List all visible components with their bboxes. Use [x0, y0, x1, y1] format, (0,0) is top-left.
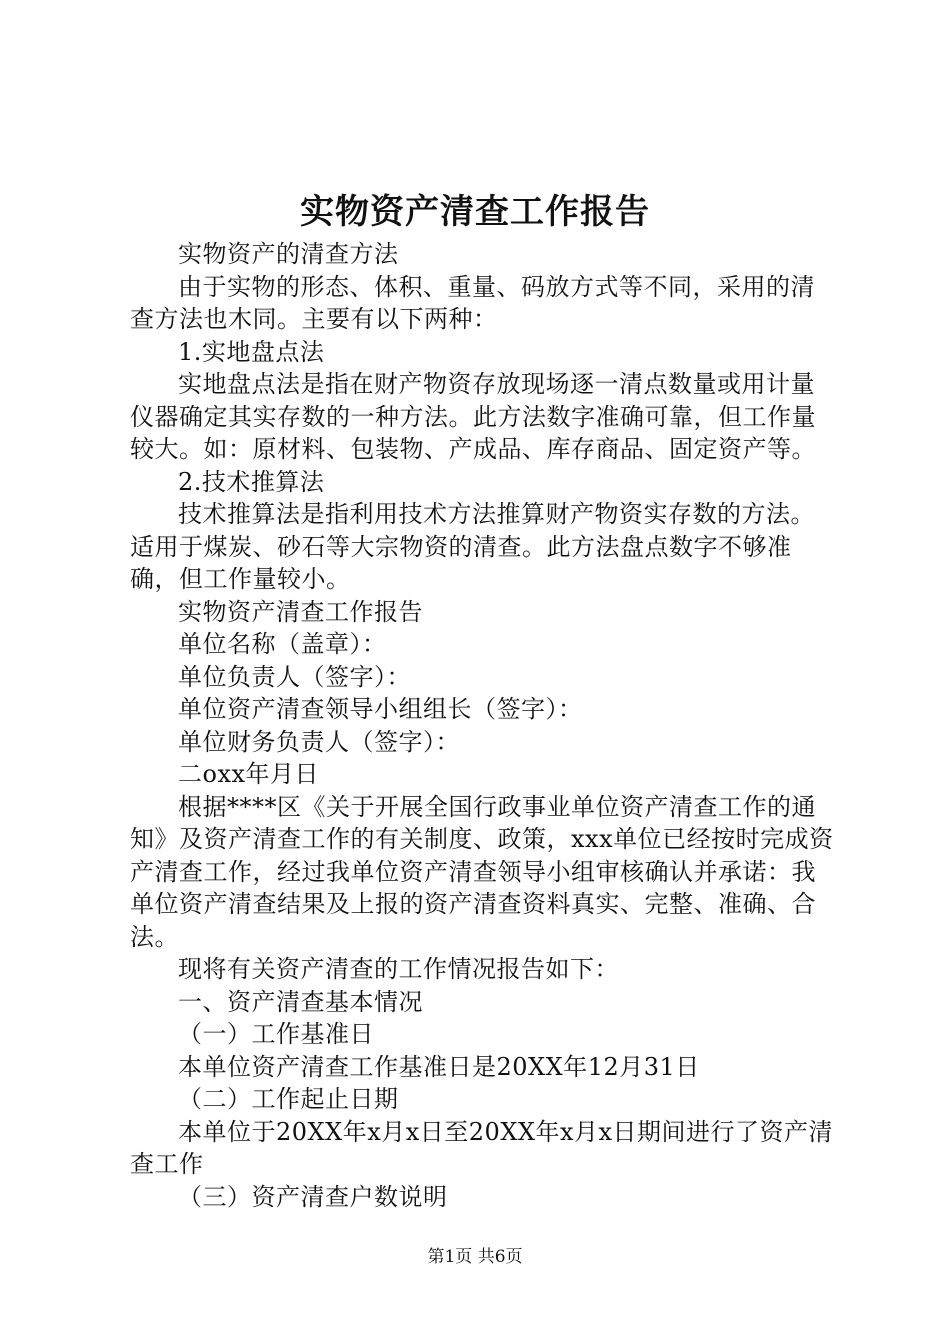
document-title: 实物资产清查工作报告: [300, 192, 650, 232]
paragraph-4: 实地盘点法是指在财产物资存放现场逐一清点数量或用计量仪器确定其实存数的一种方法。此方法数字准确可靠，但工作量较大。如：原材料、包装物、产成品、库存商品、固定资产等。: [130, 370, 816, 463]
paragraph-12: 二oxx年月日: [178, 760, 320, 788]
paragraph-20: （三）资产清查户数说明: [178, 1182, 448, 1211]
paragraph-17: 本单位资产清查工作基准日是20XX年12月31日: [178, 1052, 700, 1081]
paragraph-10: 单位资产清查领导小组组长（签字）：: [178, 695, 583, 723]
paragraph-7: 实物资产清查工作报告: [178, 597, 423, 626]
paragraph-6: 技术推算法是指利用技术方法推算财产物资实存数的方法。适用于煤炭、砂石等大宗物资的清查。此方法盘点数字不够准确，但工作量较小。: [130, 500, 815, 593]
paragraph-2: 由于实物的形态、体积、重量、码放方式等不同，采用的清查方法也木同。主要有以下两种：: [130, 272, 815, 333]
paragraph-18: （二）工作起止日期: [178, 1085, 399, 1113]
paragraph-8: 单位名称（盖章）：: [178, 630, 387, 658]
paragraph-5: 2.技术推算法: [178, 467, 325, 496]
paragraph-15: 一、资产清查基本情况: [178, 987, 423, 1016]
paragraph-11: 单位财务负责人（签字）：: [178, 727, 460, 756]
paragraph-13: 根据****区《关于开展全国行政事业单位资产清查工作的通知》及资产清查工作的有关制度、政策，xxx单位已经按时完成资产清查工作，经过我单位资产清查领导小组审核确认并承诺：我单位资产清查结果及上报的资产清查资料真实、完整、准确、合法。: [130, 792, 834, 951]
document-body: [130, 238, 835, 1213]
paragraph-16: （一）工作基准日: [178, 1020, 374, 1048]
paragraph-1: 实物资产的清查方法: [178, 240, 399, 268]
page-footer: 第1页 共6页: [427, 1247, 523, 1267]
paragraph-3: 1.实地盘点法: [178, 337, 325, 366]
paragraph-9: 单位负责人（签字）：: [178, 662, 411, 691]
paragraph-19: 本单位于20XX年x月x日至20XX年x月x日期间进行了资产清查工作: [130, 1117, 834, 1178]
paragraph-14: 现将有关资产清查的工作情况报告如下：: [178, 955, 619, 983]
